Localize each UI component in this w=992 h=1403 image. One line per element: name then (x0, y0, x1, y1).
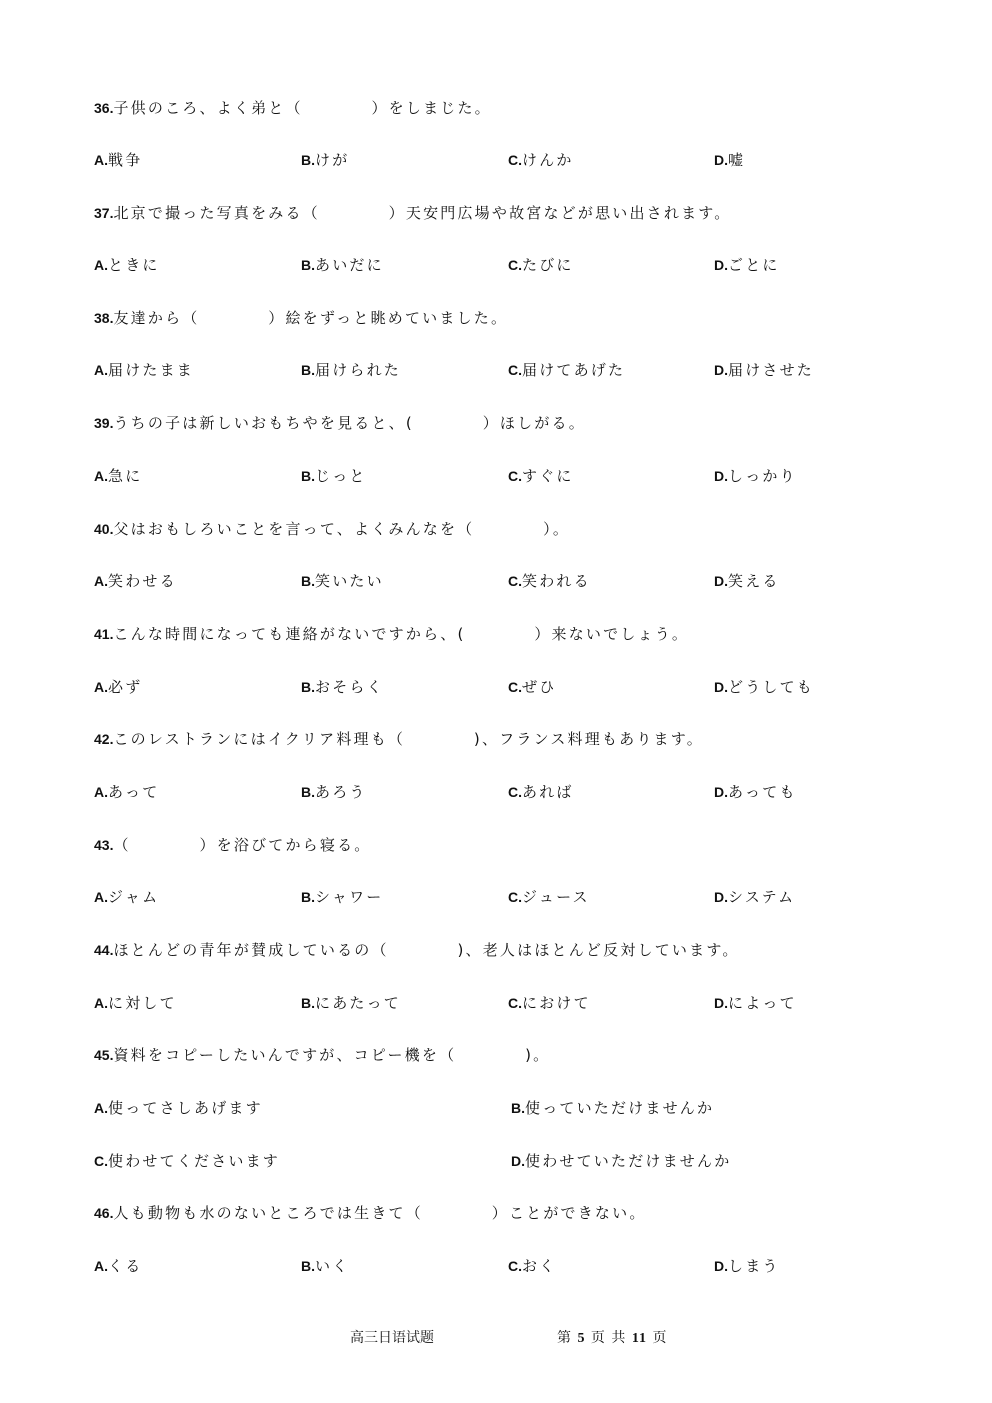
question-44 (94, 937, 932, 963)
option-a: A.笑わせる (94, 572, 177, 590)
exam-title: 高三日语试题 (350, 1330, 434, 1346)
options-46 (94, 1253, 932, 1279)
question-number: 46. (94, 1205, 114, 1221)
option-b: B.けが (301, 151, 350, 169)
question-text: （ ）を浴びてから寝る。 (113, 836, 372, 854)
option-c: C.使わせてくださいます (94, 1152, 281, 1170)
option-c: C.あれば (508, 783, 574, 801)
question-text: 北京で撮った写真をみる（ ）天安門広場や故宮などが思い出されます。 (113, 204, 732, 222)
options-45-row2 (94, 1148, 932, 1174)
option-c: C.すぐに (508, 467, 574, 485)
question-text: 友達から（ ）絵をずっと眺めていました。 (113, 309, 509, 327)
option-c: C.けんか (508, 151, 574, 169)
question-text: 人も動物も水のないところでは生きて（ ）ことができない。 (113, 1204, 647, 1222)
option-d: D.どうしても (714, 678, 815, 696)
options-38 (94, 357, 932, 383)
question-number: 36. (94, 100, 114, 116)
options-44 (94, 990, 932, 1016)
current-page: 5 (577, 1331, 586, 1346)
question-39 (94, 410, 932, 436)
page-footer (0, 1326, 992, 1350)
option-c: C.届けてあげた (508, 361, 626, 379)
option-b: B.じっと (301, 467, 367, 485)
option-a: A.くる (94, 1257, 143, 1275)
option-d: D.によって (714, 994, 797, 1012)
option-b: B.届けられた (301, 361, 402, 379)
question-42 (94, 726, 932, 752)
option-b: B.笑いたい (301, 572, 384, 590)
question-text: うちの子は新しいおもちやを見ると、( ）ほしがる。 (113, 414, 586, 432)
option-a: A.使ってさしあげます (94, 1099, 263, 1117)
question-number: 42. (94, 731, 114, 747)
option-d: D.笑える (714, 572, 780, 590)
option-c: C.ぜひ (508, 678, 557, 696)
question-text: こんな時間になっても連絡がないですから、( ）来ないでしょう。 (113, 625, 690, 643)
option-d: D.システム (714, 888, 796, 906)
question-text: 子供のころ、よく弟と（ ）をしまじた。 (113, 99, 492, 117)
option-b: B.おそらく (301, 678, 384, 696)
total-pages: 11 (631, 1331, 648, 1346)
question-36 (94, 95, 932, 121)
option-a: A.戦争 (94, 151, 143, 169)
question-number: 43. (94, 837, 114, 853)
question-number: 45. (94, 1047, 114, 1063)
question-40 (94, 516, 932, 542)
option-a: A.届けたまま (94, 361, 195, 379)
options-36 (94, 147, 932, 173)
option-b: B.にあたって (301, 994, 402, 1012)
option-c: C.たびに (508, 256, 574, 274)
option-b: B.シャワー (301, 888, 384, 906)
question-46 (94, 1200, 932, 1226)
option-a: A.あって (94, 783, 160, 801)
option-d: D.あっても (714, 783, 797, 801)
question-43 (94, 832, 932, 858)
option-a: A.急に (94, 467, 143, 485)
option-b: B.いく (301, 1257, 350, 1275)
question-text: 父はおもしろいことを言って、よくみんなを（ ）。 (113, 520, 571, 538)
options-37 (94, 252, 932, 278)
question-number: 37. (94, 205, 114, 221)
page-number: 第 5 页 共 11 页 (557, 1330, 668, 1346)
option-d: D.嘘 (714, 151, 746, 169)
option-b: B.使っていただけませんか (511, 1099, 715, 1117)
options-45-row1 (94, 1095, 932, 1121)
option-d: D.使わせていただけませんか (511, 1152, 732, 1170)
question-37 (94, 200, 932, 226)
options-39 (94, 463, 932, 489)
option-d: D.届けさせた (714, 361, 815, 379)
question-text: このレストランにはイクリア料理も（ )、フランス料理もあります。 (113, 730, 704, 748)
options-43 (94, 884, 932, 910)
question-number: 39. (94, 415, 114, 431)
question-text: 資料をコピーしたいんですが、コピー機を（ )。 (113, 1046, 551, 1064)
option-d: D.ごとに (714, 256, 780, 274)
options-42 (94, 779, 932, 805)
question-number: 40. (94, 521, 114, 537)
question-number: 41. (94, 626, 114, 642)
option-d: D.しっかり (714, 467, 797, 485)
options-40 (94, 568, 932, 594)
question-45 (94, 1042, 932, 1068)
option-a: A.ジャム (94, 888, 160, 906)
question-number: 44. (94, 942, 114, 958)
option-c: C.笑われる (508, 572, 591, 590)
option-b: B.あいだに (301, 256, 384, 274)
option-c: C.におけて (508, 994, 591, 1012)
option-c: C.ジュース (508, 888, 590, 906)
options-41 (94, 674, 932, 700)
option-c: C.おく (508, 1257, 557, 1275)
question-text: ほとんどの青年が賛成しているの（ )、老人はほとんど反対しています。 (113, 941, 740, 959)
option-a: A.に対して (94, 994, 177, 1012)
question-41 (94, 621, 932, 647)
option-a: A.必ず (94, 678, 143, 696)
question-38 (94, 305, 932, 331)
option-b: B.あろう (301, 783, 367, 801)
option-a: A.ときに (94, 256, 160, 274)
option-d: D.しまう (714, 1257, 780, 1275)
question-number: 38. (94, 310, 114, 326)
